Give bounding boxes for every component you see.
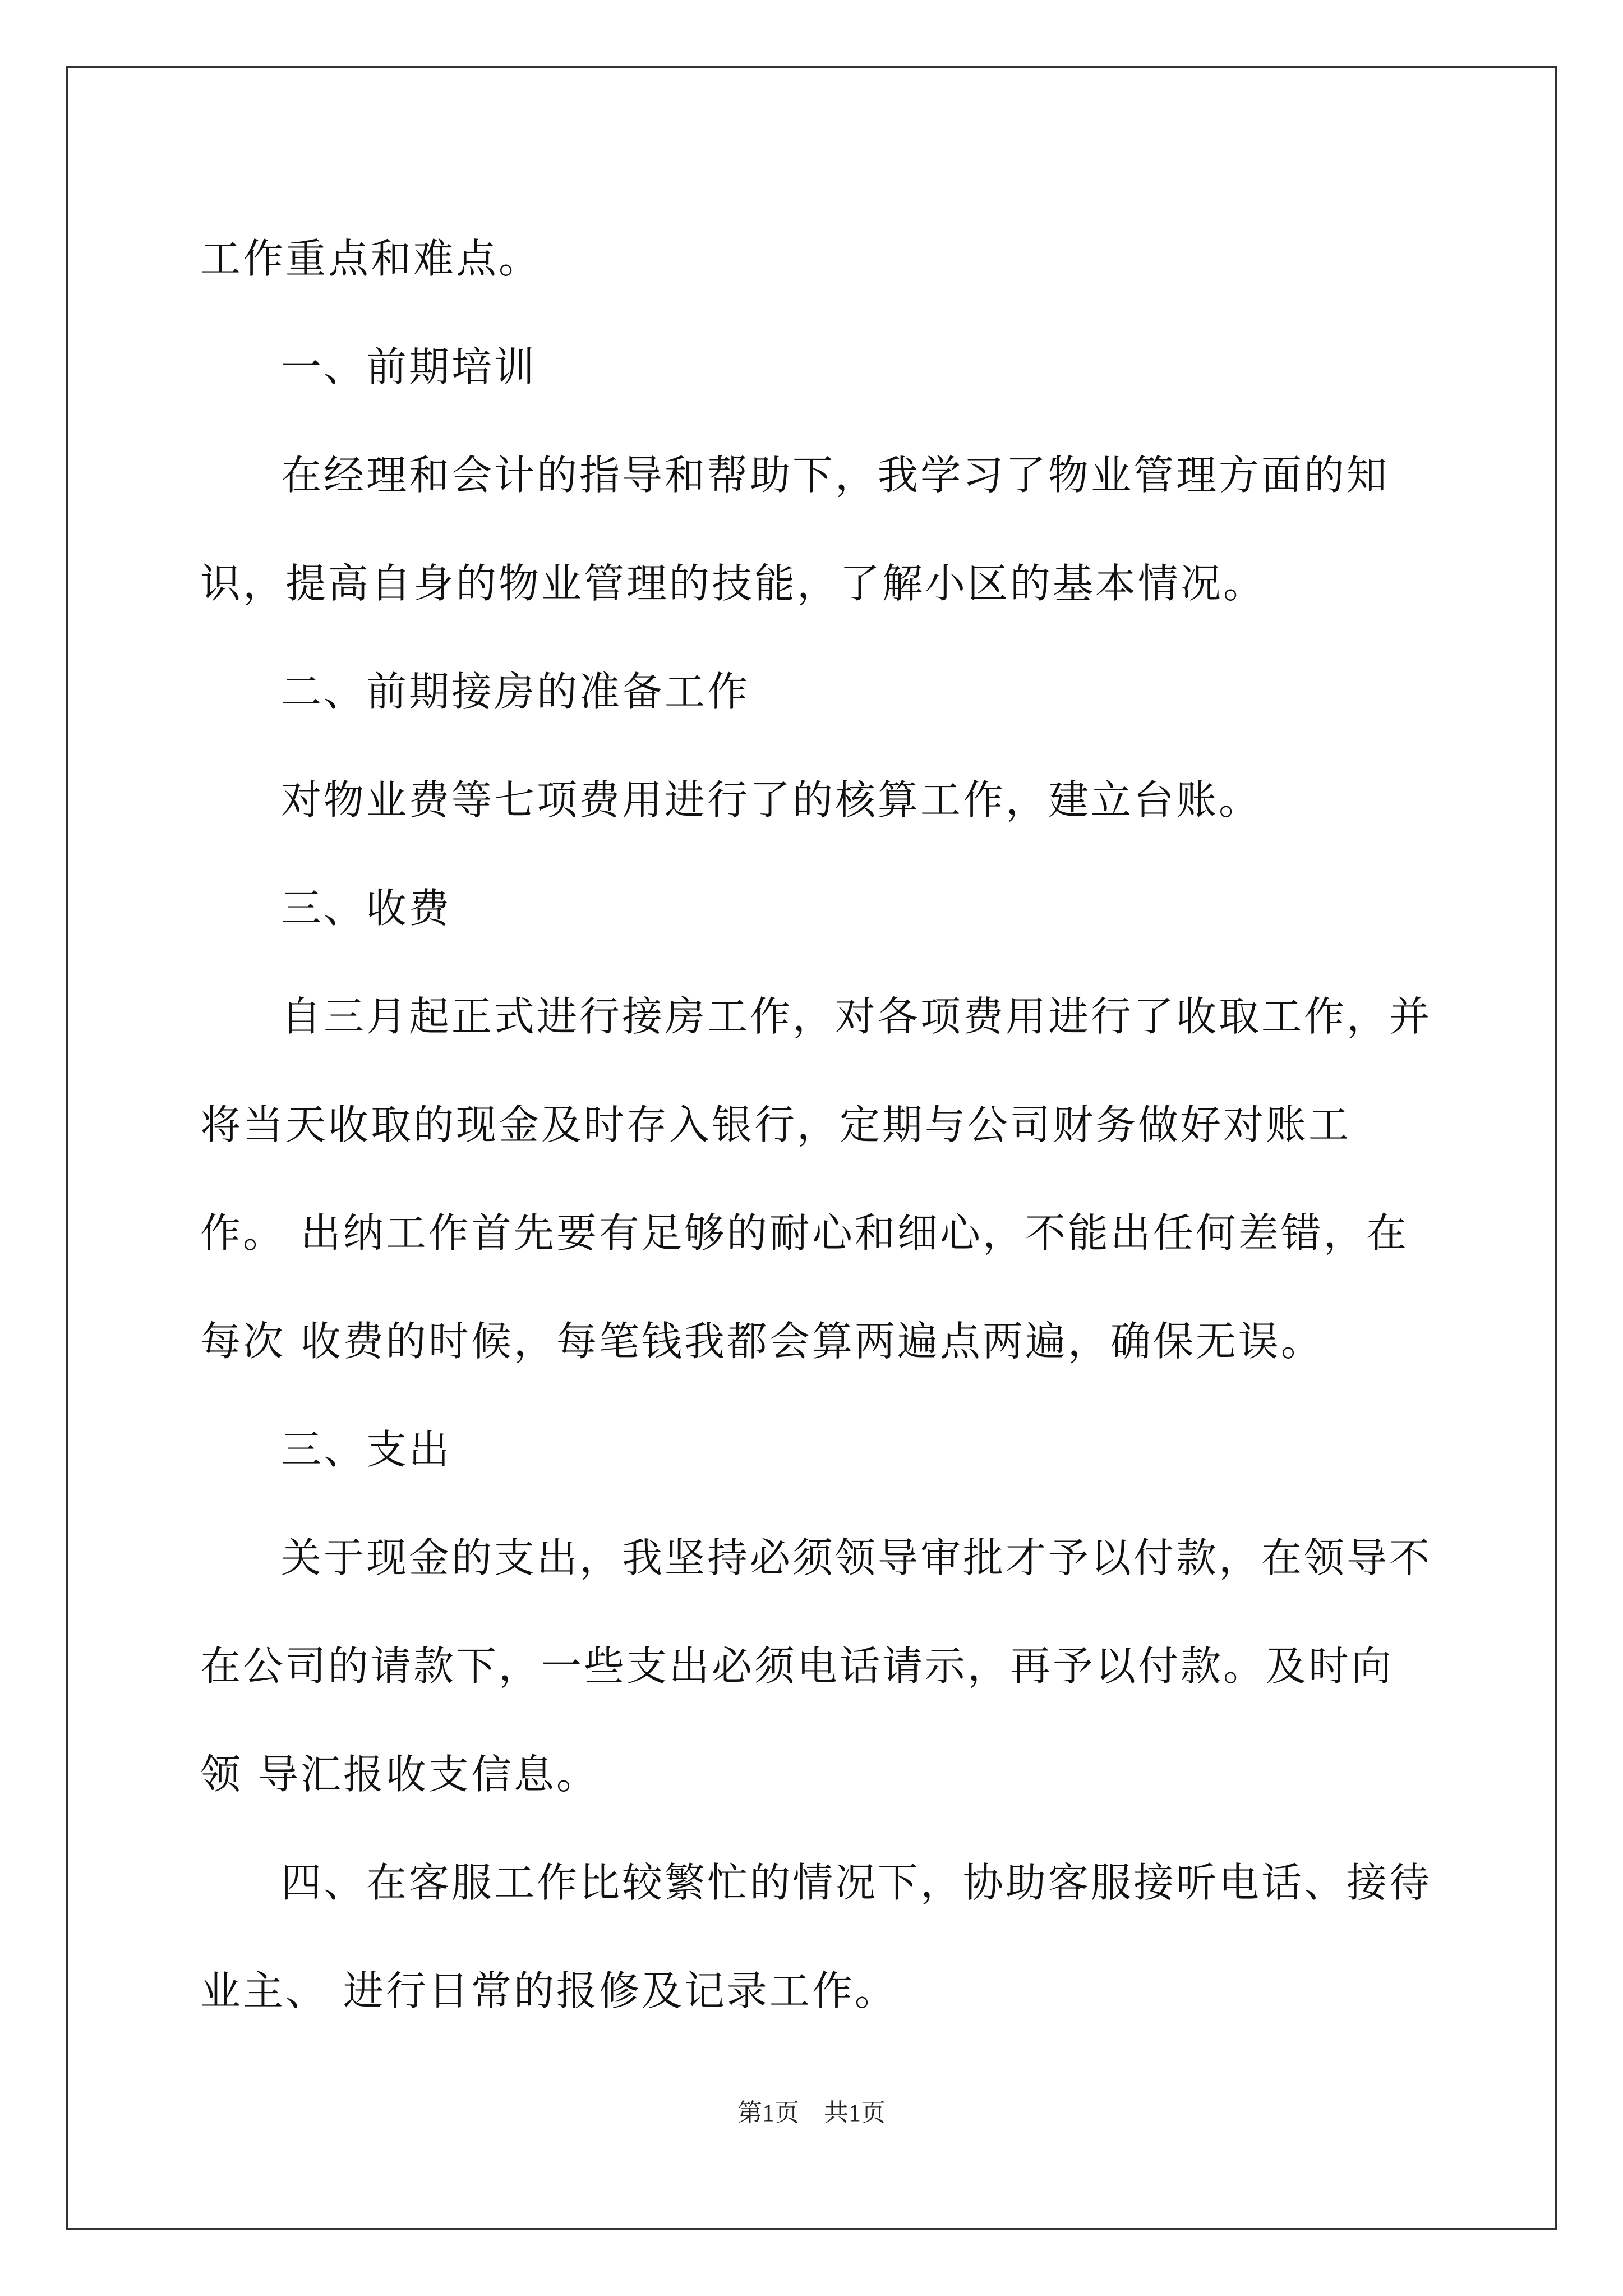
paragraph-expenditure: 关于现金的支出，我坚持必须领导审批才予以付款，在领导不在公司的请款下，一些支出必须电话请示，再予以付款。及时向领 导汇报收支信息。 — [200, 1534, 1432, 1798]
paragraph-customer-service: 四、在客服工作比较繁忙的情况下，协助客服接听电话、接待业主、 进行日常的报修及记录工作。 — [200, 1859, 1432, 2014]
page-total: 共1页 — [824, 2099, 886, 2127]
heading-expenditure: 三、支出 — [281, 1426, 452, 1473]
paragraph-intro: 工作重点和难点。 — [200, 235, 542, 282]
document-body — [200, 205, 1434, 2045]
page-number: 第1页 — [737, 2099, 799, 2127]
page-footer — [0, 2092, 1623, 2128]
heading-pre-training: 一、前期培训 — [281, 343, 537, 390]
paragraph-fees: 自三月起正式进行接房工作，对各项费用进行了收取工作，并将当天收取的现金及时存入银行，定期与公司财务做好对账工作。 出纳工作首先要有足够的耐心和细心，不能出任何差错，在每次 收费的时候，每笔钱我都会算两遍点两遍，确保无误。 — [200, 993, 1432, 1365]
heading-preparation: 二、前期接房的准备工作 — [281, 668, 750, 715]
paragraph-training: 在经理和会计的指导和帮助下，我学习了物业管理方面的知识，提高自身的物业管理的技能，了解小区的基本情况。 — [200, 452, 1390, 607]
heading-fees: 三、收费 — [281, 885, 452, 932]
paragraph-preparation: 对物业费等七项费用进行了的核算工作，建立台账。 — [281, 776, 1262, 823]
